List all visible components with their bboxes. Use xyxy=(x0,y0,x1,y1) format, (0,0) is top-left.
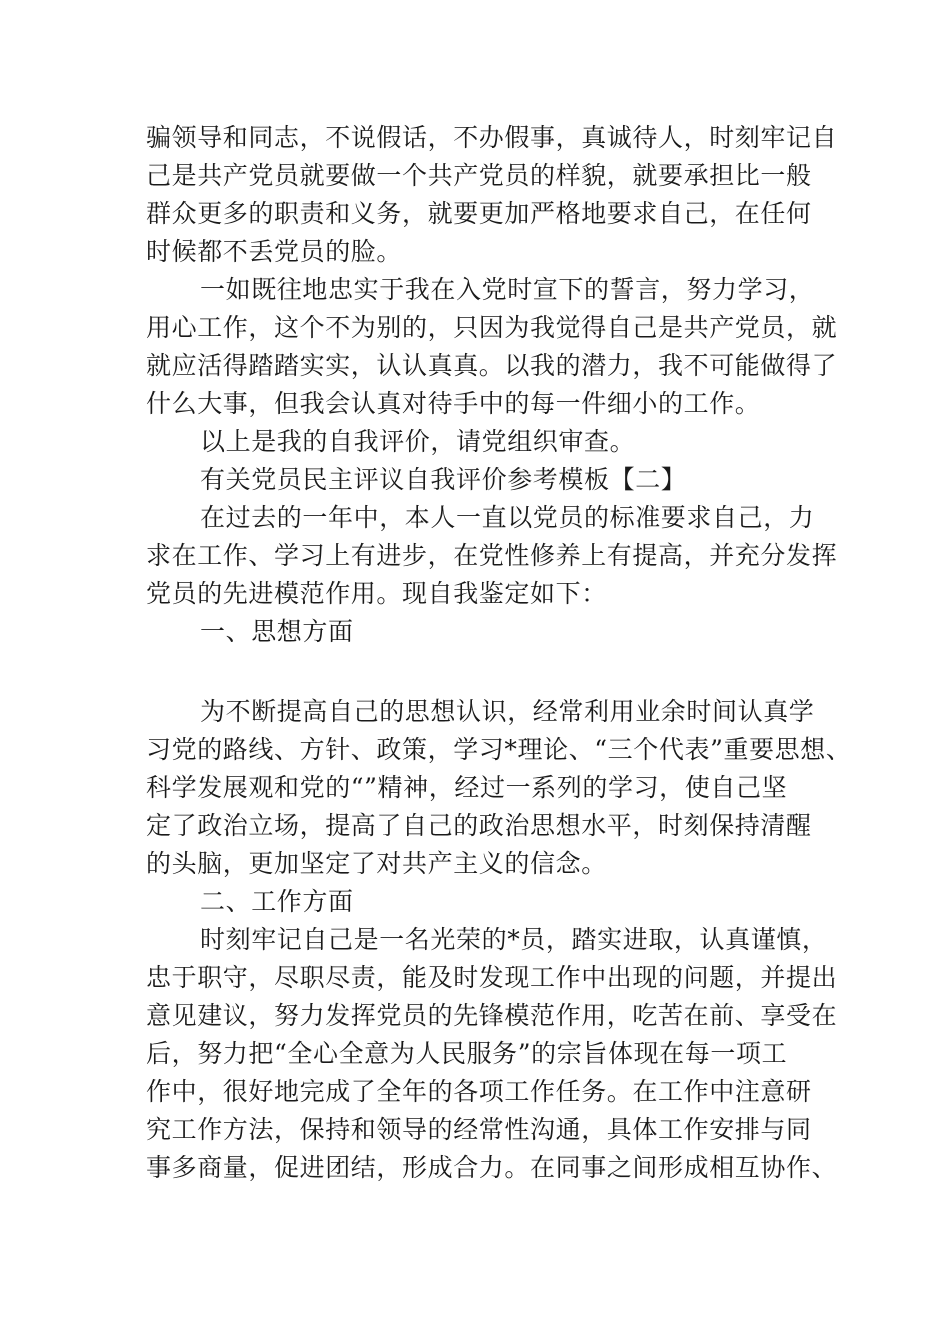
text-line: 为不断提高自己的思想认识，经常利用业余时间认真学 xyxy=(200,697,815,726)
text-line: 求在工作、学习上有进步，在党性修养上有提高，并充分发挥 xyxy=(146,541,838,570)
text-line: 习党的路线、方针、政策，学习*理论、“三个代表”重要思想、 xyxy=(146,735,852,764)
text-line: 意见建议，努力发挥党员的先锋模范作用，吃苦在前、享受在 xyxy=(146,1001,838,1030)
text-line: 一如既往地忠实于我在入党时宣下的誓言，努力学习， xyxy=(200,275,815,304)
text-line: 在过去的一年中，本人一直以党员的标准要求自己，力 xyxy=(200,503,815,532)
text-line: 什么大事，但我会认真对待手中的每一件细小的工作。 xyxy=(146,389,761,418)
subsection-heading: 二、工作方面 xyxy=(200,887,354,916)
text-line: 定了政治立场，提高了自己的政治思想水平，时刻保持清醒 xyxy=(146,811,812,840)
text-line: 事多商量，促进团结，形成合力。在同事之间形成相互协作、 xyxy=(146,1153,838,1182)
subsection-heading: 一、思想方面 xyxy=(200,617,354,646)
text-line: 党员的先进模范作用。现自我鉴定如下： xyxy=(146,579,607,608)
section-title: 有关党员民主评议自我评价参考模板【二】 xyxy=(200,465,687,494)
text-line: 的头脑，更加坚定了对共产主义的信念。 xyxy=(146,849,607,878)
text-line: 时候都不丢党员的脸。 xyxy=(146,237,403,266)
text-line: 作中，很好地完成了全年的各项工作任务。在工作中注意研 xyxy=(146,1077,812,1106)
text-line: 究工作方法，保持和领导的经常性沟通，具体工作安排与同 xyxy=(146,1115,812,1144)
document-page xyxy=(146,0,852,1344)
text-line: 用心工作，这个不为别的，只因为我觉得自己是共产党员，就 xyxy=(146,313,838,342)
text-line: 时刻牢记自己是一名光荣的*员，踏实进取，认真谨慎， xyxy=(200,925,828,954)
text-line: 后，努力把“全心全意为人民服务”的宗旨体现在每一项工 xyxy=(146,1039,788,1068)
text-line: 骗领导和同志，不说假话，不办假事，真诚待人，时刻牢记自 xyxy=(146,123,838,152)
text-line: 科学发展观和党的“”精神，经过一系列的学习，使自己坚 xyxy=(146,773,788,802)
text-line: 就应活得踏踏实实，认认真真。以我的潜力，我不可能做得了 xyxy=(146,351,838,380)
text-line: 忠于职守，尽职尽责，能及时发现工作中出现的问题，并提出 xyxy=(146,963,838,992)
text-line: 以上是我的自我评价，请党组织审查。 xyxy=(200,427,636,456)
text-line: 群众更多的职责和义务，就要更加严格地要求自己，在任何 xyxy=(146,199,812,228)
text-line: 己是共产党员就要做一个共产党员的样貌，就要承担比一般 xyxy=(146,161,812,190)
